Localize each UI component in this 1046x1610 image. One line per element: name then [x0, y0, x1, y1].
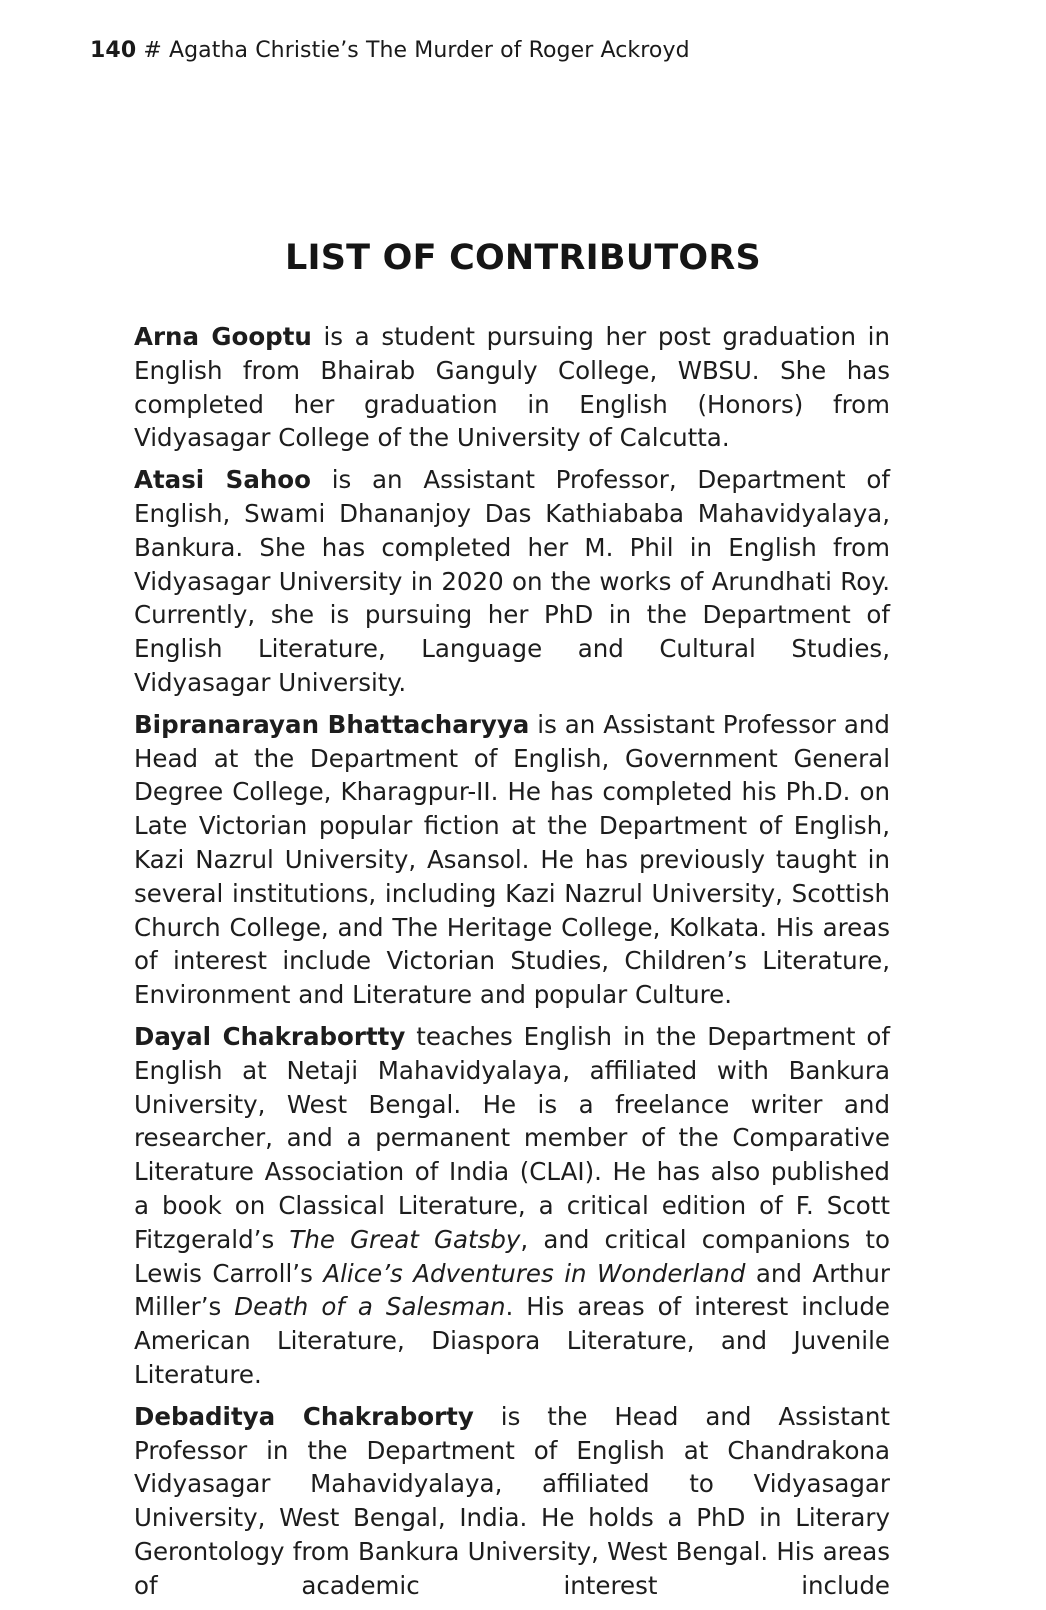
page-number: 140 [90, 38, 137, 63]
contributor-entry [134, 708, 890, 1012]
contributor-bio: and Arthur Miller’s [134, 1258, 890, 1322]
contributor-name: Arna Gooptu [134, 322, 312, 351]
book-title: The Great Gatsby [289, 1224, 521, 1254]
contributor-entry [134, 320, 890, 455]
running-title: # Agatha Christie’s The Murder of Roger Ackroyd [143, 38, 690, 63]
contributor-entry [134, 1400, 890, 1603]
contributor-name: Debaditya Chakraborty [134, 1401, 474, 1431]
contributor-bio: is an Assistant Professor and Head at the Department of English, Government General Degree College, Kharagpur-II. He has completed his Ph.D. on Late Victorian popular fiction at the Department of English, Kazi Nazrul University, Asansol. He has previously taught in several institutions, including Kazi Nazrul University, Scottish Church College, and The Heritage College, Kolkata. His areas of interest include Victorian Studies, Children’s Literature, Environment and Literature and popular Culture. [134, 709, 890, 1010]
contributor-bio: is a student pursuing her post graduation in English from Bhairab Ganguly College, WBSU. She has completed her graduation in English (Honors) from Vidyasagar College of the University of Calcutta. [134, 322, 890, 453]
contributor-name: Bipranarayan Bhattacharyya [134, 709, 530, 739]
contributor-bio: , and critical companions to Lewis Carroll’s [134, 1224, 890, 1288]
contributor-entry [134, 463, 890, 700]
contributor-bio: . His areas of interest include American Literature, Diaspora Literature, and Juvenile Literature. [134, 1292, 890, 1389]
page-title: LIST OF CONTRIBUTORS [285, 238, 761, 278]
running-header [90, 38, 690, 63]
contributor-entry [134, 1020, 890, 1392]
contributor-name: Dayal Chakrabortty [134, 1021, 406, 1051]
contributor-bio: is the Head and Assistant Professor in the Department of English at Chandrakona Vidyasagar Mahavidyalaya, affiliated to Vidyasagar University, West Bengal, India. He holds a PhD in Literary Gerontology from Bankura University, West Bengal. His areas of academic interest include [134, 1401, 890, 1600]
contributor-bio: teaches English in the Department of English at Netaji Mahavidyalaya, affiliated with Bankura University, West Bengal. He is a freelance writer and researcher, and a permanent member of the Comparative Literature Association of India (CLAI). He has also published a book on Classical Literature, a critical edition of F. Scott Fitzgerald’s [134, 1021, 890, 1254]
contributor-bio: is an Assistant Professor, Department of English, Swami Dhananjoy Das Kathiababa Mahavidyalaya, Bankura. She has completed her M. Phil in English from Vidyasagar University in 2020 on the works of Arundhati Roy. Currently, she is pursuing her PhD in the Department of English Literature, Language and Cultural Studies, Vidyasagar University. [134, 465, 890, 697]
contributor-name: Atasi Sahoo [134, 465, 311, 495]
contributors-list [134, 320, 890, 1610]
book-title: Alice’s Adventures in Wonderland [323, 1258, 746, 1288]
book-title: Death of a Salesman [234, 1292, 506, 1322]
